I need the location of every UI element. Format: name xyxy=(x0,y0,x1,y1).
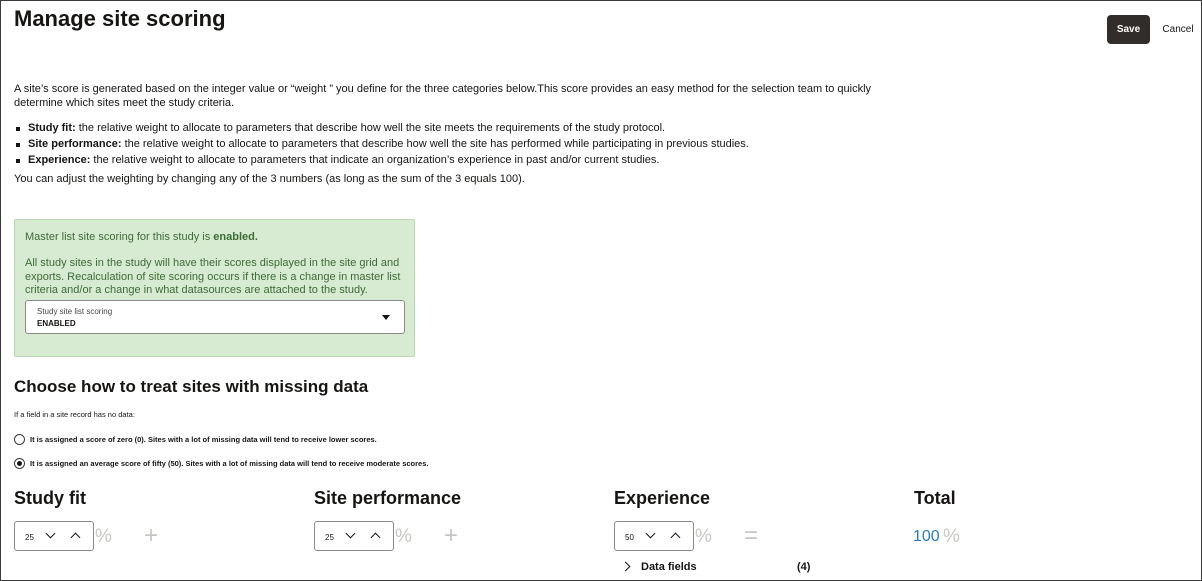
radio-button-checked[interactable] xyxy=(14,458,25,469)
radio-label[interactable]: It is assigned a score of zero (0). Sites with a lot of missing data will tend to receive lower scores. xyxy=(30,435,377,444)
data-fields-count: (4) xyxy=(797,561,811,573)
total-value: 100 xyxy=(913,528,940,545)
radio-button[interactable] xyxy=(14,434,25,445)
master-list-info: All study sites in the study will have their scores displayed in the site grid and exports. Recalculation of site scoring occurs if there is a change in master list criteria and/or a change in what datasources are attached to the study. xyxy=(25,257,401,296)
experience-title: Experience xyxy=(614,488,711,508)
equals-sign: = xyxy=(744,522,759,549)
experience-stepper[interactable] xyxy=(614,521,694,551)
save-button[interactable]: Save xyxy=(1107,15,1150,44)
plus-sign: + xyxy=(144,522,159,549)
bullet-experience: Experience: the relative weight to allocate to parameters that indicate an organization’s experience in past and/or current studies. xyxy=(14,153,749,169)
percent-sign: % xyxy=(95,526,112,547)
missing-data-heading: Choose how to treat sites with missing data xyxy=(14,377,369,396)
chevron-up-icon[interactable] xyxy=(671,533,681,543)
data-fields-toggle[interactable]: Data fields xyxy=(641,561,697,573)
study-site-list-scoring-select[interactable] xyxy=(25,300,405,334)
select-label: Study site list scoring xyxy=(37,307,113,316)
missing-data-hint: If a field in a site record has no data: xyxy=(14,410,135,419)
study-fit-value[interactable]: 25 xyxy=(25,533,34,542)
percent-sign: % xyxy=(395,526,412,547)
page-title: Manage site scoring xyxy=(14,6,226,31)
caret-down-icon[interactable] xyxy=(382,315,390,320)
master-list-status: Master list site scoring for this study is enabled. xyxy=(25,231,258,243)
percent-sign: % xyxy=(695,526,712,547)
percent-sign: % xyxy=(943,526,960,547)
chevron-down-icon[interactable] xyxy=(46,529,56,539)
site-performance-title: Site performance xyxy=(314,488,462,508)
chevron-down-icon[interactable] xyxy=(346,529,356,539)
category-bullet-list xyxy=(14,121,749,169)
total-title: Total xyxy=(914,488,956,508)
site-performance-stepper[interactable] xyxy=(314,521,394,551)
study-fit-title: Study fit xyxy=(14,488,86,508)
site-performance-value[interactable]: 25 xyxy=(325,533,334,542)
intro-description: A site’s score is generated based on the integer value or “weight ” you define for the three categories below.This score provides an easy method for the selection team to quickly determine which sites meet the study criteria. xyxy=(14,83,872,109)
bullet-study-fit: Study fit: the relative weight to allocate to parameters that describe how well the site meets the requirements of the study protocol. xyxy=(14,121,749,137)
study-fit-stepper[interactable] xyxy=(14,521,94,551)
select-value: ENABLED xyxy=(37,319,76,328)
bullet-site-performance: Site performance: the relative weight to allocate to parameters that describe how well the site has performed while participating in previous studies. xyxy=(14,137,749,153)
radio-label[interactable]: It is assigned an average score of fifty (50). Sites with a lot of missing data will tend to receive moderate scores. xyxy=(30,459,429,468)
cancel-button[interactable]: Cancel xyxy=(1156,15,1200,44)
chevron-down-icon[interactable] xyxy=(646,529,656,539)
experience-value[interactable]: 50 xyxy=(625,533,634,542)
master-list-status-panel xyxy=(14,219,415,357)
chevron-up-icon[interactable] xyxy=(71,533,81,543)
plus-sign: + xyxy=(444,522,459,549)
adjust-note: You can adjust the weighting by changing any of the 3 numbers (as long as the sum of the 3 equals 100). xyxy=(14,173,525,185)
chevron-up-icon[interactable] xyxy=(371,533,381,543)
